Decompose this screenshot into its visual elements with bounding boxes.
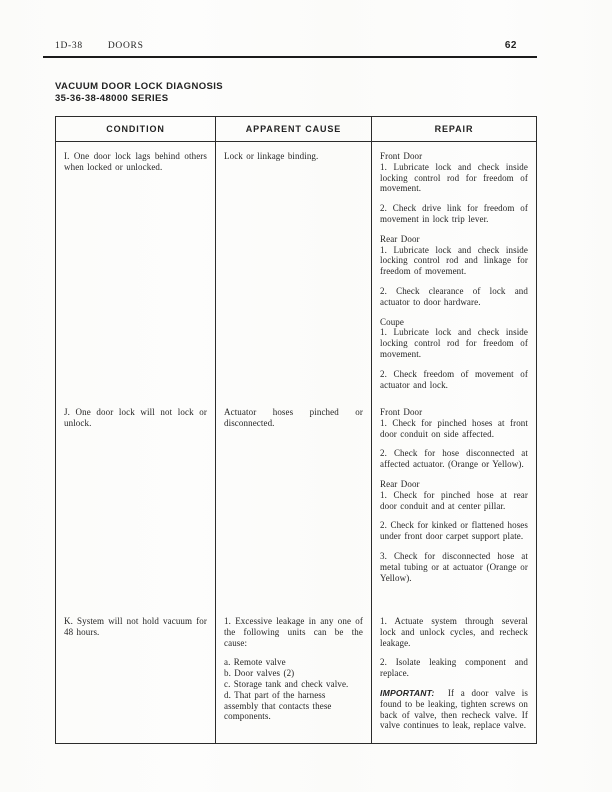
important-label: IMPORTANT: <box>380 687 435 698</box>
table-row-i <box>56 142 537 399</box>
column-header-apparent-cause: APPARENT CAUSE <box>216 117 372 142</box>
cell-list-line: a. Remote valve <box>224 657 286 668</box>
table-header-row <box>56 117 537 142</box>
table-cell-paragraph: Actuator hoses pinched or disconnected. <box>224 407 363 428</box>
cause-cell-i <box>216 142 372 399</box>
cell-subheading: Rear Door <box>380 478 420 489</box>
document-title <box>55 81 223 105</box>
cell-list-line: d. That part of the harness assembly that contacts these components. <box>224 689 332 722</box>
section-name: DOORS <box>107 41 144 51</box>
table-cell-paragraph: 2. Check freedom of movement of actuator and lock. <box>380 368 528 390</box>
table-cell-paragraph: 2. Isolate leaking component and replace. <box>380 657 528 679</box>
table-cell-paragraph <box>224 657 363 722</box>
table-cell-paragraph: Front Door 1. Check for pinched hoses at front door conduit on side affected. <box>380 407 528 439</box>
cell-subheading: Rear Door <box>380 233 420 244</box>
cell-list-line: b. Door valves (2) <box>224 668 295 679</box>
table-cell-paragraph: 2. Check clearance of lock and actuator to door hardware. <box>380 285 528 307</box>
condition-cell-k <box>56 607 216 744</box>
table-cell-paragraph: IMPORTANT: If a door valve is found to be leaking, tighten screws on back of valve, then recheck valve. If valve continues to leak, replace valve. <box>380 687 529 731</box>
column-header-repair: REPAIR <box>372 117 537 142</box>
condition-cell-j <box>56 398 216 607</box>
repair-cell-k <box>372 607 537 744</box>
cause-cell-k <box>216 607 372 744</box>
document-title-line1: VACUUM DOOR LOCK DIAGNOSIS <box>55 81 224 92</box>
column-header-condition: CONDITION <box>56 117 216 142</box>
cell-list-line: c. Storage tank and check valve. <box>224 678 349 689</box>
table-cell-paragraph: J. One door lock will not lock or unlock. <box>64 407 207 428</box>
diagnosis-table <box>55 116 537 744</box>
document-title-line2: 35-36-38-48000 SERIES <box>55 93 169 104</box>
table-row-j <box>56 398 537 607</box>
table-cell-paragraph: 1. Excessive leakage in any one of the following units can be the cause: <box>224 616 363 648</box>
table-cell-paragraph: Lock or linkage binding. <box>224 151 319 161</box>
cell-subheading: Coupe <box>380 316 404 327</box>
table-cell-paragraph: I. One door lock lags behind others when locked or unlocked. <box>64 151 207 172</box>
condition-cell-i <box>56 142 216 399</box>
section-code: 1D-38 <box>55 41 83 51</box>
table-cell-paragraph: 3. Check for disconnected hose at metal tubing or at actuator (Orange or Yellow). <box>380 550 528 583</box>
cell-subheading: Front Door <box>380 151 423 161</box>
repair-cell-j <box>372 398 537 607</box>
table-cell-paragraph: Front Door 1. Lubricate lock and check inside locking control rod for freedom of movement. <box>380 151 528 194</box>
running-header <box>55 41 535 51</box>
table-cell-paragraph: Coupe 1. Lubricate lock and check inside locking control rod for freedom of movement. <box>380 316 528 359</box>
table-cell-paragraph: Rear Door 1. Lubricate lock and check inside locking control rod and linkage for freedom of movement. <box>380 233 528 277</box>
table-cell-paragraph: K. System will not hold vacuum for 48 hours. <box>64 616 207 637</box>
header-rule <box>43 56 537 58</box>
cell-subheading: Front Door <box>380 407 423 417</box>
table-row-k <box>56 607 537 744</box>
table-cell-paragraph: 1. Actuate system through several lock and unlock cycles, and recheck leakage. <box>380 616 528 648</box>
cause-cell-j <box>216 398 372 607</box>
repair-cell-i <box>372 142 537 399</box>
page-number: 62 <box>504 40 517 51</box>
table-cell-paragraph: 2. Check for hose disconnected at affected actuator. (Orange or Yellow). <box>380 448 528 470</box>
table-cell-paragraph: 2. Check for kinked or flattened hoses under front door carpet support plate. <box>380 520 528 542</box>
table-cell-paragraph: 2. Check drive link for freedom of movement in lock trip lever. <box>380 203 528 224</box>
table-cell-paragraph: Rear Door 1. Check for pinched hose at rear door conduit and at center pillar. <box>380 478 528 511</box>
